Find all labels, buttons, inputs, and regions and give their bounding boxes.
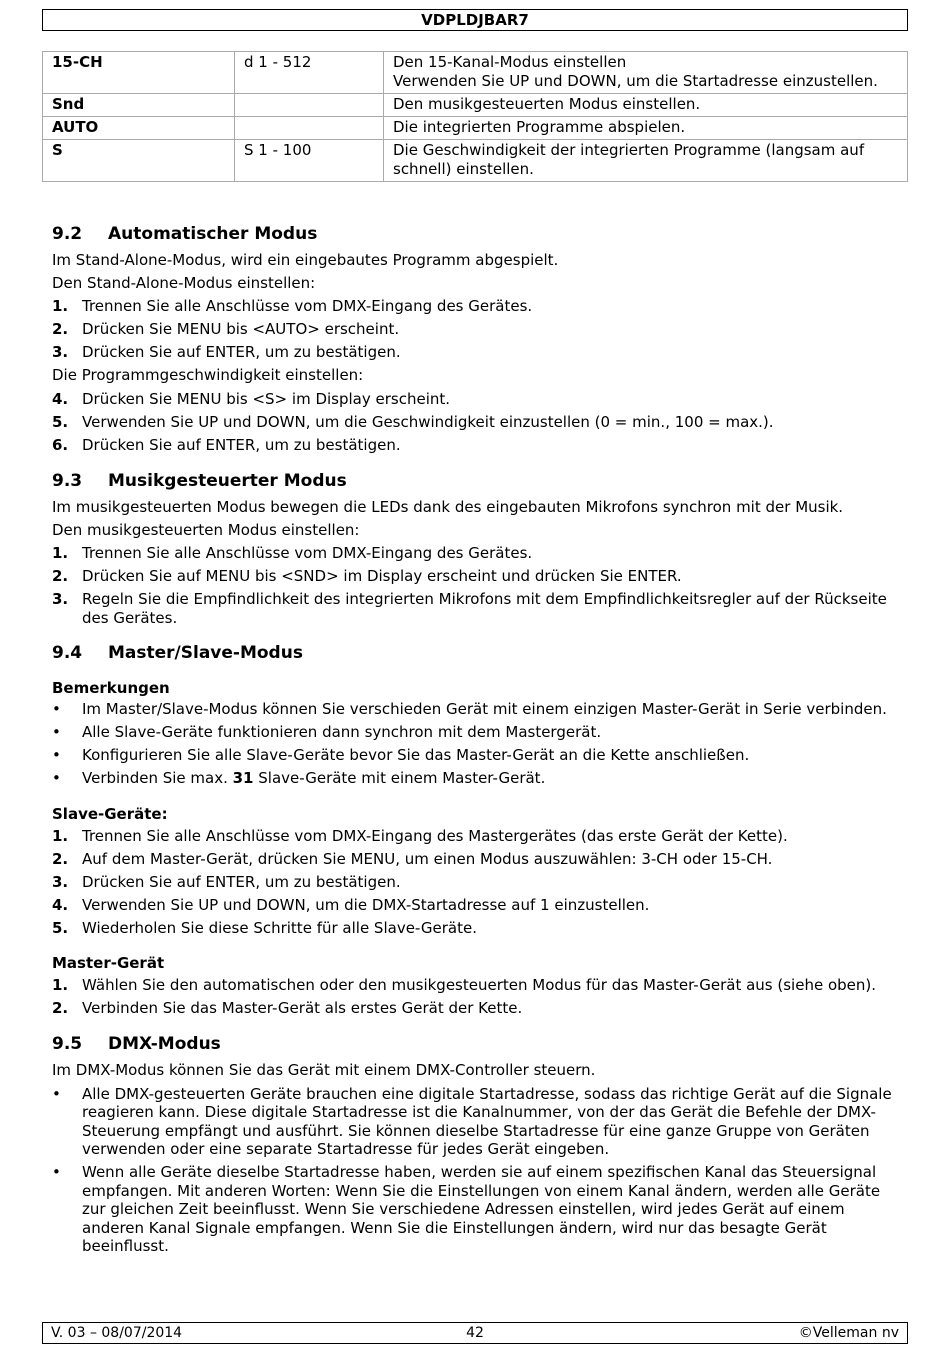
paragraph: Den musikgesteuerten Modus einstellen: xyxy=(52,521,360,539)
step-number: 3. xyxy=(52,590,69,608)
table-row xyxy=(43,117,908,140)
section-title: Musikgesteuerter Modus xyxy=(108,471,347,491)
table-cell xyxy=(235,94,384,117)
list-item xyxy=(52,1085,902,1159)
list-item xyxy=(52,919,902,938)
step-text: Drücken Sie MENU bis <AUTO> erscheint. xyxy=(82,320,400,338)
section-heading-9-3 xyxy=(52,469,902,493)
step-number: 2. xyxy=(52,567,69,585)
footer-page-number: 42 xyxy=(466,1325,484,1341)
bullet-text xyxy=(82,769,902,788)
list-item xyxy=(52,850,902,869)
step-number: 3. xyxy=(52,872,69,891)
list-item xyxy=(52,873,902,892)
step-text: Trennen Sie alle Anschlüsse vom DMX-Eingang des Gerätes. xyxy=(82,544,533,562)
step-number: 4. xyxy=(52,895,69,914)
paragraph: Im DMX-Modus können Sie das Gerät mit einem DMX-Controller steuern. xyxy=(52,1060,596,1079)
section-heading-9-4 xyxy=(52,641,902,665)
list-item xyxy=(52,746,902,765)
section-title: Master/Slave-Modus xyxy=(108,643,303,663)
step-number: 1. xyxy=(52,544,69,562)
table-cell: d 1 - 512 xyxy=(235,52,384,94)
bullet-icon: • xyxy=(52,700,61,718)
step-text: Verwenden Sie UP und DOWN, um die Geschwindigkeit einzustellen (0 = min., 100 = max.). xyxy=(82,412,774,431)
step-text: Wiederholen Sie diese Schritte für alle Slave-Geräte. xyxy=(82,918,477,937)
mode-table xyxy=(42,51,908,182)
header-title: VDPLDJBAR7 xyxy=(421,11,529,29)
table-cell: Die integrierten Programme abspielen. xyxy=(384,117,908,140)
list-item xyxy=(52,723,902,742)
list-item xyxy=(52,827,902,846)
list-item xyxy=(52,976,902,995)
list-item xyxy=(52,297,902,316)
table-cell xyxy=(235,117,384,140)
list-item xyxy=(52,590,902,627)
bullet-text: Konfigurieren Sie alle Slave-Geräte bevor Sie das Master-Gerät an die Kette anschließen. xyxy=(82,746,750,764)
step-number: 5. xyxy=(52,918,69,937)
step-text: Trennen Sie alle Anschlüsse vom DMX-Eingang des Gerätes. xyxy=(82,297,533,315)
step-text: Drücken Sie auf ENTER, um zu bestätigen. xyxy=(82,343,401,361)
bullet-icon: • xyxy=(52,723,61,741)
text-run: Slave-Geräte mit einem Master-Gerät. xyxy=(253,769,546,787)
document-header xyxy=(42,9,908,31)
step-text: Verwenden Sie UP und DOWN, um die DMX-Startadresse auf 1 einzustellen. xyxy=(82,895,650,914)
subheading: Slave-Geräte: xyxy=(52,804,168,823)
list-item xyxy=(52,567,902,586)
bullet-text: Alle Slave-Geräte funktionieren dann synchron mit dem Mastergerät. xyxy=(82,723,602,741)
list-item xyxy=(52,769,902,788)
section-number: 9.3 xyxy=(52,471,83,491)
list-item xyxy=(52,390,902,409)
step-text: Trennen Sie alle Anschlüsse vom DMX-Eingang des Mastergerätes (das erste Gerät der Kette). xyxy=(82,826,788,845)
step-number: 1. xyxy=(52,976,69,994)
section-heading-9-5 xyxy=(52,1032,902,1056)
list-item xyxy=(52,436,902,455)
list-item xyxy=(52,343,902,362)
list-item xyxy=(52,896,902,915)
cell-line: Verwenden Sie UP und DOWN, um die Startadresse einzustellen. xyxy=(393,72,878,90)
bullet-text: Im Master/Slave-Modus können Sie verschieden Gerät mit einem einzigen Master-Gerät in Serie verbinden. xyxy=(82,700,887,718)
table-row xyxy=(43,52,908,94)
bullet-text: Wenn alle Geräte dieselbe Startadresse haben, werden sie auf einem spezifischen Kanal das Steuersignal empfangen. Mit anderen Worten: Wenn Sie die Einstellungen von einem Kanal ändern, werden alle Geräte zur gleichen Zeit beeinflusst. Wenn Sie verschiedene Adressen einstellen, wird jedes Gerät auf einem anderen Kanal Signale empfangen. Wenn Sie die Einstellungen ändern, wird nur das besagte Gerät beeinflusst. xyxy=(82,1163,881,1255)
step-text: Regeln Sie die Empfindlichkeit des integrierten Mikrofons mit dem Empfindlichkeitsregler auf der Rückseite des Gerätes. xyxy=(82,590,887,627)
max-count: 31 xyxy=(232,769,254,787)
step-number: 3. xyxy=(52,343,69,361)
section-title: DMX-Modus xyxy=(108,1033,221,1054)
table-cell: Die Geschwindigkeit der integrierten Programme (langsam auf schnell) einstellen. xyxy=(384,140,908,182)
document-footer xyxy=(42,1322,908,1344)
bullet-icon: • xyxy=(52,1084,61,1103)
table-cell: S 1 - 100 xyxy=(235,140,384,182)
text-run: Verbinden Sie max. xyxy=(82,769,233,787)
step-number: 5. xyxy=(52,412,69,431)
bullet-text: Alle DMX-gesteuerten Geräte brauchen eine digitale Startadresse, sodass das richtige Gerät auf die Signale reagieren kann. Diese digitale Startadresse ist die Kanalnummer, von der das Gerät die Befehle der DMX-Steuerung empfängt und ausführt. Sie können dieselbe Startadresse für eine ganze Gruppe von Geräten verwenden oder eine separate Startadresse für jedes Gerät eingeben. xyxy=(82,1084,892,1158)
step-text: Auf dem Master-Gerät, drücken Sie MENU, um einen Modus auszuwählen: 3-CH oder 15-CH. xyxy=(82,849,773,868)
step-number: 6. xyxy=(52,435,69,454)
step-number: 1. xyxy=(52,826,69,845)
paragraph: Im musikgesteuerten Modus bewegen die LEDs dank des eingebauten Mikrofons synchron mit der Musik. xyxy=(52,498,844,516)
table-cell: Den musikgesteuerten Modus einstellen. xyxy=(384,94,908,117)
list-item xyxy=(52,1163,902,1256)
section-number: 9.4 xyxy=(52,643,83,663)
bullet-icon: • xyxy=(52,769,61,787)
table-row xyxy=(43,140,908,182)
subheading: Master-Gerät xyxy=(52,954,165,972)
step-number: 4. xyxy=(52,389,69,408)
table-cell xyxy=(384,52,908,94)
footer-version: V. 03 – 08/07/2014 xyxy=(51,1325,183,1341)
list-item xyxy=(52,413,902,432)
list-item xyxy=(52,999,902,1018)
main-content xyxy=(52,222,902,1256)
paragraph: Den Stand-Alone-Modus einstellen: xyxy=(52,274,316,292)
step-number: 2. xyxy=(52,320,69,338)
footer-copyright: ©Velleman nv xyxy=(798,1325,899,1341)
table-cell: AUTO xyxy=(43,117,235,140)
bullet-icon: • xyxy=(52,746,61,764)
step-text: Drücken Sie auf MENU bis <SND> im Display erscheint und drücken Sie ENTER. xyxy=(82,567,682,585)
step-text: Verbinden Sie das Master-Gerät als erstes Gerät der Kette. xyxy=(82,999,523,1017)
section-number: 9.5 xyxy=(52,1033,83,1054)
paragraph: Im Stand-Alone-Modus, wird ein eingebautes Programm abgespielt. xyxy=(52,251,559,269)
step-text: Drücken Sie auf ENTER, um zu bestätigen. xyxy=(82,872,401,891)
step-text: Drücken Sie auf ENTER, um zu bestätigen. xyxy=(82,435,401,454)
paragraph: Die Programmgeschwindigkeit einstellen: xyxy=(52,366,364,384)
section-title: Automatischer Modus xyxy=(108,224,318,244)
table-cell: 15-CH xyxy=(43,52,235,94)
step-number: 1. xyxy=(52,297,69,315)
cell-line: Den 15-Kanal-Modus einstellen xyxy=(393,53,627,71)
step-number: 2. xyxy=(52,849,69,868)
step-number: 2. xyxy=(52,999,69,1017)
list-item xyxy=(52,700,902,719)
section-number: 9.2 xyxy=(52,224,83,244)
list-item xyxy=(52,320,902,339)
step-text: Wählen Sie den automatischen oder den musikgesteuerten Modus für das Master-Gerät aus (siehe oben). xyxy=(82,976,877,994)
subheading: Bemerkungen xyxy=(52,679,170,697)
section-heading-9-2 xyxy=(52,222,902,246)
table-cell: Snd xyxy=(43,94,235,117)
table-row xyxy=(43,94,908,117)
step-text: Drücken Sie MENU bis <S> im Display erscheint. xyxy=(82,389,451,408)
bullet-icon: • xyxy=(52,1163,61,1181)
list-item xyxy=(52,544,902,563)
table-cell: S xyxy=(43,140,235,182)
